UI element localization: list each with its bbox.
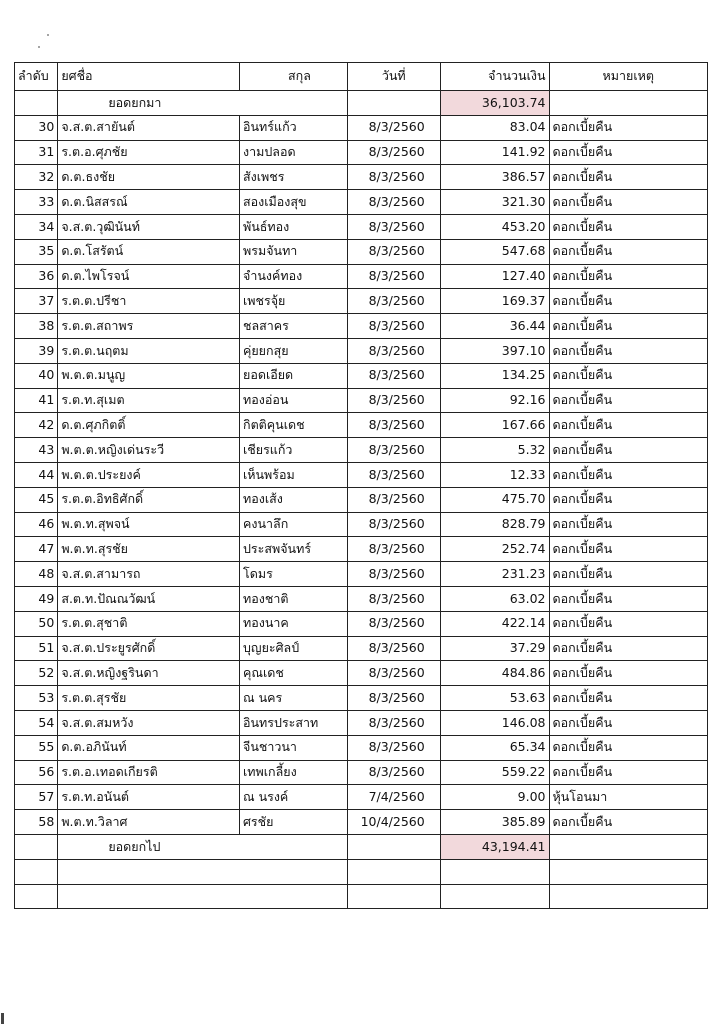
cell-note: หุ้นโอนมา [549,785,708,810]
cell-amount: 65.34 [440,735,549,760]
carried-forward-date-blank [347,834,440,859]
table-row [15,289,708,314]
table-row [15,611,708,636]
cell-rank-name: พ.ต.ต.ประยงค์ [58,462,240,487]
cell-rank-name: ร.ต.ต.นฤตม [58,338,240,363]
table-row [15,760,708,785]
cell-rank-name: พ.ต.ท.วิลาศ [58,810,240,835]
cell-date: 8/3/2560 [347,190,440,215]
table-row [15,239,708,264]
cell-amount: 9.00 [440,785,549,810]
cell-surname: สองเมืองสุข [240,190,348,215]
table-row [15,586,708,611]
cell-amount: 385.89 [440,810,549,835]
cell-rank-name: ด.ต.ไพโรจน์ [58,264,240,289]
table-row [15,140,708,165]
cell-no: 43 [15,438,58,463]
cell-amount: 828.79 [440,512,549,537]
cell-surname: เห็นพร้อม [240,462,348,487]
cell-note: ดอกเบี้ยคืน [549,264,708,289]
cell-amount: 5.32 [440,438,549,463]
cell-amount: 83.04 [440,115,549,140]
brought-forward-row [15,91,708,116]
cell-date: 8/3/2560 [347,314,440,339]
cell-date: 8/3/2560 [347,388,440,413]
cell-date: 8/3/2560 [347,537,440,562]
cell-no: 53 [15,686,58,711]
table-row [15,438,708,463]
cell-rank-name: จ.ส.ต.สายันต์ [58,115,240,140]
table-row [15,115,708,140]
cell-rank-name: จ.ส.ต.ประยูรศักดิ์ [58,636,240,661]
cell-surname: ชลสาคร [240,314,348,339]
cell-note: ดอกเบี้ยคืน [549,140,708,165]
cell-amount: 475.70 [440,487,549,512]
cell-surname: จีนชาวนา [240,735,348,760]
carried-forward-amount: 43,194.41 [440,834,549,859]
cell-date: 8/3/2560 [347,438,440,463]
cell-note: ดอกเบี้ยคืน [549,562,708,587]
cell-amount: 386.57 [440,165,549,190]
cell-surname: ทองนาค [240,611,348,636]
cell-surname: ยอดเอียด [240,363,348,388]
empty-cell [347,859,440,884]
table-row [15,735,708,760]
cell-no: 33 [15,190,58,215]
cell-date: 8/3/2560 [347,710,440,735]
empty-cell [549,884,708,909]
table-row [15,487,708,512]
scan-speck [38,46,40,48]
cell-surname: ศรชัย [240,810,348,835]
cell-rank-name: ร.ต.ต.ปรีชา [58,289,240,314]
cell-note: ดอกเบี้ยคืน [549,735,708,760]
header-surname: สกุล [240,63,348,91]
cell-rank-name: พ.ต.ต.มนูญ [58,363,240,388]
cell-rank-name: ร.ต.ต.สถาพร [58,314,240,339]
table-row [15,661,708,686]
cell-amount: 252.74 [440,537,549,562]
cell-rank-name: จ.ส.ต.สามารถ [58,562,240,587]
table-row [15,537,708,562]
cell-surname: เทพเกลี้ยง [240,760,348,785]
cell-rank-name: พ.ต.ท.สุรชัย [58,537,240,562]
cell-surname: พรมจันทา [240,239,348,264]
cell-amount: 146.08 [440,710,549,735]
cell-amount: 167.66 [440,413,549,438]
empty-cell [440,859,549,884]
cell-date: 8/3/2560 [347,289,440,314]
cell-note: ดอกเบี้ยคืน [549,239,708,264]
cell-amount: 169.37 [440,289,549,314]
cell-surname: เพชรจุ้ย [240,289,348,314]
header-no: ลำดับ [15,63,58,91]
cell-amount: 453.20 [440,214,549,239]
cell-note: ดอกเบี้ยคืน [549,710,708,735]
cell-rank-name: ส.ต.ท.ปัณณวัฒน์ [58,586,240,611]
table-row [15,363,708,388]
cell-surname: ทองอ่อน [240,388,348,413]
cell-date: 8/3/2560 [347,512,440,537]
cell-date: 8/3/2560 [347,264,440,289]
cell-note: ดอกเบี้ยคืน [549,314,708,339]
cell-surname: บุญยะศิลป์ [240,636,348,661]
empty-cell [58,859,347,884]
ledger-table [14,62,708,909]
cell-note: ดอกเบี้ยคืน [549,338,708,363]
table-row [15,686,708,711]
empty-row [15,884,708,909]
header-note: หมายเหตุ [549,63,708,91]
header-amount: จำนวนเงิน [440,63,549,91]
cell-date: 8/3/2560 [347,611,440,636]
cell-surname: เชียรแก้ว [240,438,348,463]
cell-note: ดอกเบี้ยคืน [549,686,708,711]
header-rank-name: ยศชื่อ [58,63,240,91]
cell-no: 57 [15,785,58,810]
cell-amount: 53.63 [440,686,549,711]
cell-amount: 484.86 [440,661,549,686]
table-row [15,462,708,487]
cell-no: 32 [15,165,58,190]
cell-note: ดอกเบี้ยคืน [549,214,708,239]
cell-surname: ณ นคร [240,686,348,711]
cell-rank-name: ร.ต.อ.ศุภชัย [58,140,240,165]
table-row [15,413,708,438]
carried-forward-note-blank [549,834,708,859]
brought-forward-blank [15,91,58,116]
cell-rank-name: ร.ต.ต.อิทธิศักดิ์ [58,487,240,512]
empty-cell [15,859,58,884]
header-date: วันที่ [347,63,440,91]
table-row [15,512,708,537]
cell-no: 31 [15,140,58,165]
table-row [15,562,708,587]
cell-note: ดอกเบี้ยคืน [549,363,708,388]
cell-note: ดอกเบี้ยคืน [549,115,708,140]
cell-surname: อินทร์แก้ว [240,115,348,140]
cell-date: 7/4/2560 [347,785,440,810]
cell-date: 8/3/2560 [347,462,440,487]
cell-date: 8/3/2560 [347,760,440,785]
cell-no: 39 [15,338,58,363]
table-row [15,338,708,363]
cell-surname: จำนงค์ทอง [240,264,348,289]
cell-no: 48 [15,562,58,587]
cell-amount: 37.29 [440,636,549,661]
cell-rank-name: ร.ต.อ.เทอดเกียรติ [58,760,240,785]
cell-date: 8/3/2560 [347,363,440,388]
cell-date: 8/3/2560 [347,562,440,587]
cell-amount: 92.16 [440,388,549,413]
empty-cell [15,884,58,909]
cell-note: ดอกเบี้ยคืน [549,165,708,190]
cell-note: ดอกเบี้ยคืน [549,537,708,562]
cell-amount: 231.23 [440,562,549,587]
cell-amount: 12.33 [440,462,549,487]
cell-amount: 397.10 [440,338,549,363]
table-row [15,785,708,810]
cell-no: 51 [15,636,58,661]
cell-surname: สังเพชร [240,165,348,190]
brought-forward-note-blank [549,91,708,116]
cell-surname: ทองเส้ง [240,487,348,512]
table-row [15,214,708,239]
cell-note: ดอกเบี้ยคืน [549,388,708,413]
cell-no: 36 [15,264,58,289]
cell-date: 8/3/2560 [347,735,440,760]
cell-note: ดอกเบี้ยคืน [549,413,708,438]
cell-no: 56 [15,760,58,785]
table-row [15,264,708,289]
cell-surname: คงนาลึก [240,512,348,537]
ledger-sheet [14,62,708,909]
carried-forward-label: ยอดยกไป [58,834,347,859]
cell-rank-name: ด.ต.อภินันท์ [58,735,240,760]
cell-rank-name: ด.ต.โสรัตน์ [58,239,240,264]
brought-forward-label: ยอดยกมา [58,91,347,116]
cell-note: ดอกเบี้ยคืน [549,190,708,215]
cell-date: 8/3/2560 [347,338,440,363]
cell-note: ดอกเบี้ยคืน [549,636,708,661]
cell-surname: พันธ์ทอง [240,214,348,239]
cell-amount: 422.14 [440,611,549,636]
cell-no: 52 [15,661,58,686]
cell-note: ดอกเบี้ยคืน [549,487,708,512]
cell-rank-name: พ.ต.ท.สุพจน์ [58,512,240,537]
cell-date: 8/3/2560 [347,487,440,512]
cell-date: 8/3/2560 [347,586,440,611]
carried-forward-row [15,834,708,859]
cell-surname: อินทรประสาท [240,710,348,735]
cell-rank-name: ร.ต.ต.สุชาติ [58,611,240,636]
cell-surname: ประสพจันทร์ [240,537,348,562]
cell-date: 8/3/2560 [347,115,440,140]
table-row [15,710,708,735]
cell-amount: 36.44 [440,314,549,339]
cell-rank-name: ร.ต.ต.สุรชัย [58,686,240,711]
cell-date: 10/4/2560 [347,810,440,835]
cell-no: 44 [15,462,58,487]
cell-note: ดอกเบี้ยคืน [549,810,708,835]
cell-no: 58 [15,810,58,835]
cell-rank-name: จ.ส.ต.วุฒินันท์ [58,214,240,239]
cell-amount: 141.92 [440,140,549,165]
cell-amount: 63.02 [440,586,549,611]
cell-rank-name: ด.ต.นิสสรณ์ [58,190,240,215]
cell-date: 8/3/2560 [347,413,440,438]
cell-note: ดอกเบี้ยคืน [549,611,708,636]
header-row [15,63,708,91]
cell-amount: 559.22 [440,760,549,785]
cell-rank-name: ร.ต.ท.สุเมต [58,388,240,413]
table-row [15,636,708,661]
cell-date: 8/3/2560 [347,686,440,711]
carried-forward-blank [15,834,58,859]
cell-no: 54 [15,710,58,735]
table-row [15,190,708,215]
cell-rank-name: ด.ต.ธงชัย [58,165,240,190]
cell-no: 40 [15,363,58,388]
empty-row [15,859,708,884]
empty-cell [58,884,347,909]
cell-no: 42 [15,413,58,438]
table-row [15,388,708,413]
brought-forward-amount: 36,103.74 [440,91,549,116]
cell-surname: ทองชาติ [240,586,348,611]
brought-forward-date-blank [347,91,440,116]
cell-amount: 547.68 [440,239,549,264]
cell-note: ดอกเบี้ยคืน [549,760,708,785]
cell-no: 46 [15,512,58,537]
cell-note: ดอกเบี้ยคืน [549,586,708,611]
cell-no: 41 [15,388,58,413]
empty-cell [549,859,708,884]
cell-date: 8/3/2560 [347,214,440,239]
cell-amount: 321.30 [440,190,549,215]
cell-surname: โดมร [240,562,348,587]
cell-no: 50 [15,611,58,636]
cell-date: 8/3/2560 [347,165,440,190]
cell-no: 37 [15,289,58,314]
cell-note: ดอกเบี้ยคืน [549,512,708,537]
cell-surname: คุ่ยยกสุย [240,338,348,363]
cell-rank-name: จ.ส.ต.หญิงฐรินดา [58,661,240,686]
scan-edge-mark [1,1013,4,1024]
cell-date: 8/3/2560 [347,661,440,686]
cell-surname: ณ นรงค์ [240,785,348,810]
table-row [15,165,708,190]
cell-note: ดอกเบี้ยคืน [549,661,708,686]
cell-no: 34 [15,214,58,239]
cell-surname: กิตติคุนเดช [240,413,348,438]
cell-no: 47 [15,537,58,562]
table-row [15,314,708,339]
cell-note: ดอกเบี้ยคืน [549,289,708,314]
scan-speck [47,34,49,36]
cell-surname: งามปลอด [240,140,348,165]
cell-no: 30 [15,115,58,140]
cell-no: 49 [15,586,58,611]
cell-note: ดอกเบี้ยคืน [549,462,708,487]
cell-date: 8/3/2560 [347,636,440,661]
table-row [15,810,708,835]
cell-rank-name: พ.ต.ต.หญิงเด่นระวี [58,438,240,463]
cell-surname: คุณเดช [240,661,348,686]
cell-date: 8/3/2560 [347,140,440,165]
cell-rank-name: จ.ส.ต.สมหวัง [58,710,240,735]
cell-no: 45 [15,487,58,512]
empty-cell [440,884,549,909]
cell-note: ดอกเบี้ยคืน [549,438,708,463]
cell-no: 38 [15,314,58,339]
cell-rank-name: ด.ต.ศุภกิตติ์ [58,413,240,438]
cell-amount: 134.25 [440,363,549,388]
cell-no: 35 [15,239,58,264]
cell-date: 8/3/2560 [347,239,440,264]
cell-rank-name: ร.ต.ท.อนันต์ [58,785,240,810]
empty-cell [347,884,440,909]
cell-no: 55 [15,735,58,760]
cell-amount: 127.40 [440,264,549,289]
